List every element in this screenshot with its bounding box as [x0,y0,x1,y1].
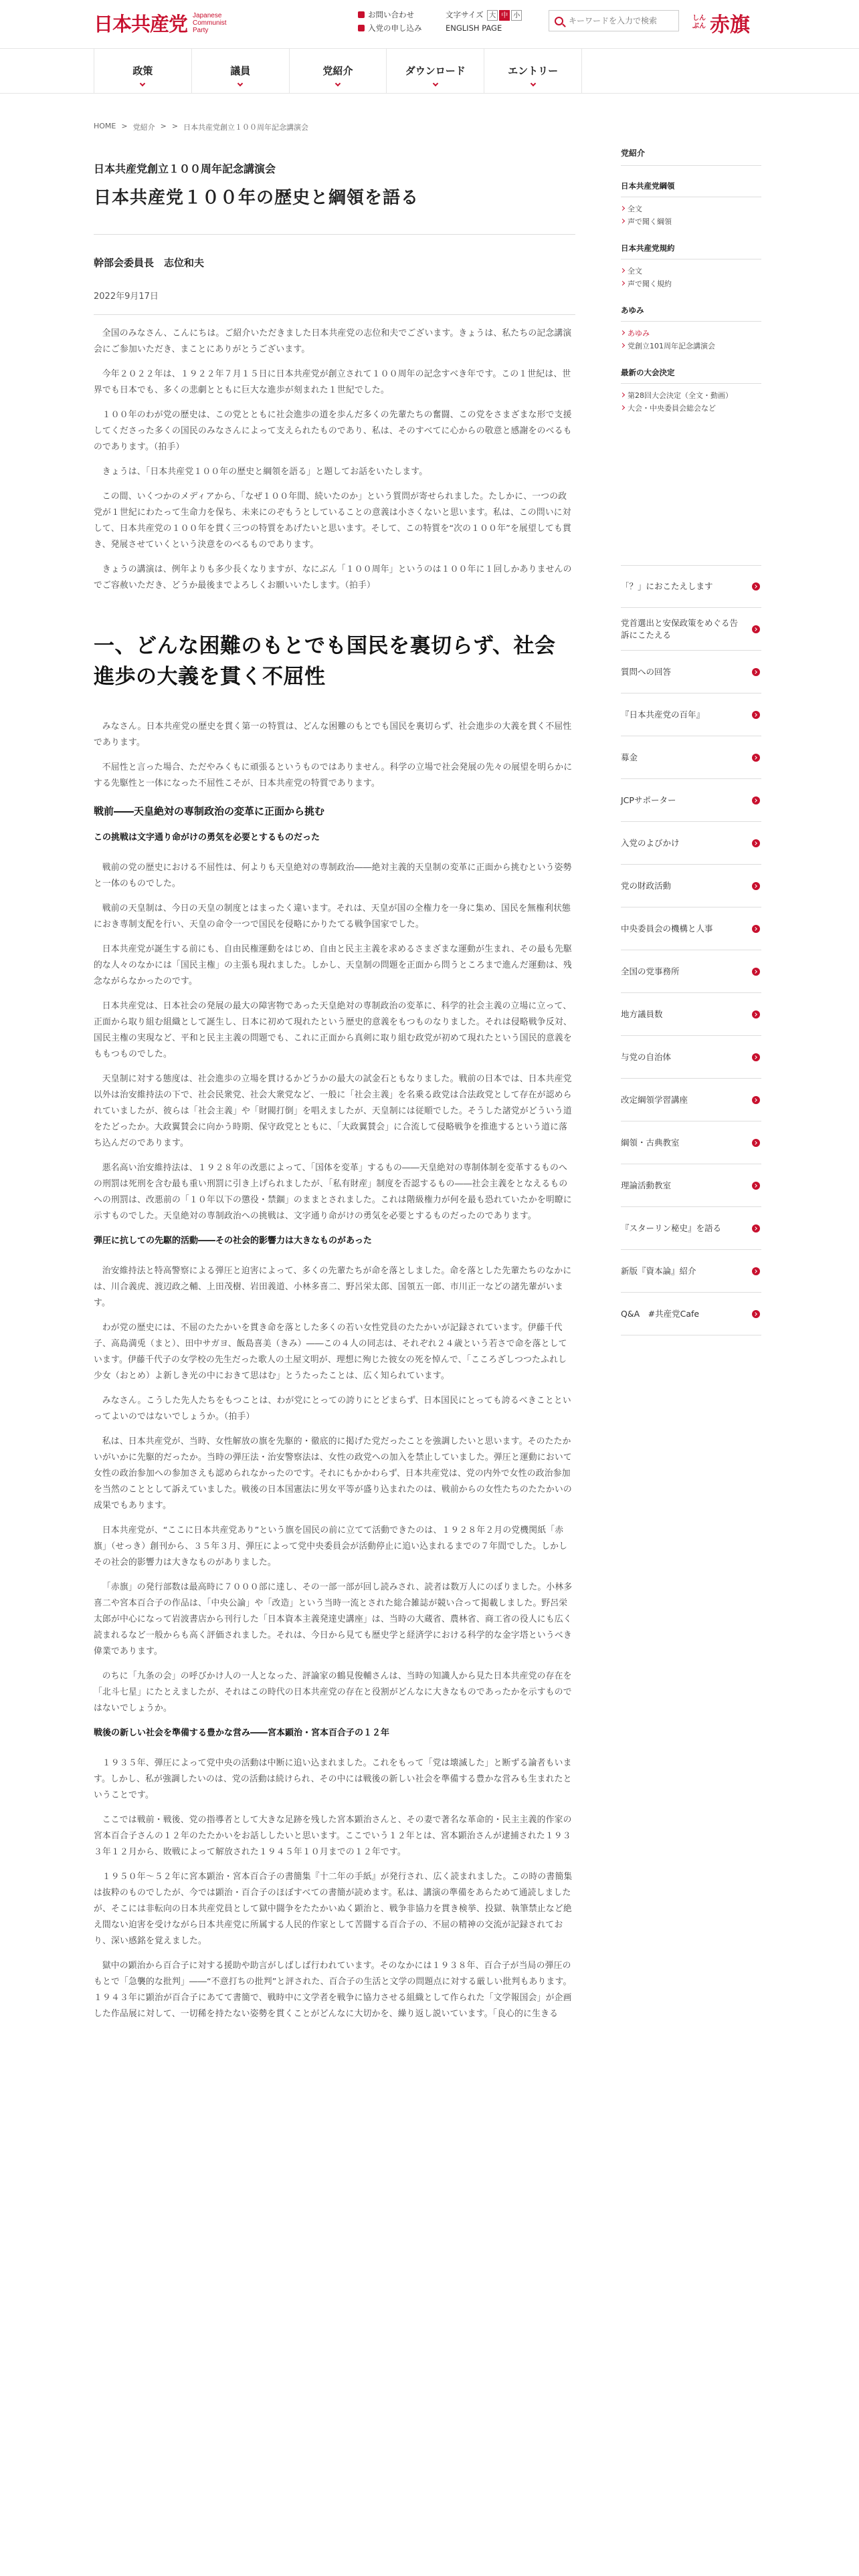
logo-english [193,12,227,34]
paragraph: 日本共産党が、“ここに日本共産党あり”という旗を国民の前に立てて活動できたのは、１９２８年２月の党機関紙「赤旗」（せっき）創刊から、３５年３月、弾圧によって党中央委員会が活動停止に追い込まれるまでの７年間でした。しかしその社会的影響力は大きなものがありました。 [94,1525,568,1568]
font-size-small[interactable]: 小 [511,10,522,21]
arrow-circle-icon [752,968,760,976]
global-nav [0,48,859,94]
chevron-down-icon [433,81,438,86]
sidebar-sub-link[interactable]: あゆみ [621,327,761,340]
breadcrumb-about[interactable]: 党紹介 [132,123,155,132]
nav-about[interactable] [289,49,387,93]
sidebar-heading: 党紹介 [621,140,761,166]
sidebar-link[interactable] [621,1121,761,1164]
sidebar-link[interactable] [621,1293,761,1335]
paragraph: 戦前の党の歴史における不屈性は、何よりも天皇絶対の専制政治――絶対主義的天皇制の変革に正面から挑むという姿勢と一体のものでした。 [94,863,572,889]
sidebar-group-title[interactable]: あゆみ [621,305,761,322]
logo-en-line: Communist [193,19,227,27]
sub-heading: 戦後の新しい社会を準備する豊かな営み――宮本顕治・宮本百合子の１２年 [94,1728,390,1738]
nav-policy[interactable] [94,49,191,93]
paragraph: 天皇制に対する態度は、社会進歩の立場を貫けるかどうかの最大の試金石ともなりました。戦前の日本では、日本共産党以外は治安維持法の下で、社会民衆党、社会大衆党など、一般に「社会主義」を名乗る政党は合法政党として存在が認められていましたが、彼らは「社会主義」や「財閥打倒」を唱えましたが、天皇制には従順でした。そうした諸党がどういう道をたどったか。大政翼賛会に向かう時期、保守政党とともに、「大政翼賛会」に合流して侵略戦争を推進するという道に落ち込んだのであります。 [94,1074,572,1148]
nav-label: ダウンロード [405,65,466,77]
sidebar [621,140,761,415]
sidebar-group-title[interactable]: 日本共産党綱領 [621,181,761,197]
font-size-large[interactable]: 大 [487,10,498,21]
arrow-circle-icon [752,925,760,933]
logo-en-line: Japanese [193,12,222,19]
paragraph: 悪名高い治安維持法は、１９２８年の改悪によって、「国体を変革」するもの――天皇絶対の専制体制を変革するものへの刑罰は死刑を含む最も重い刑罰に引き上げられましたが、「私有財産」制度を否認するもの――社会主義をとなえるものへの刑罰は、改悪前の「１０年以下の懲役・禁錮」のままとされました。これは階級権力が何を最も恐れていたかを明瞭に示すものでした。天皇絶対の専制政治への挑戦は、文字通り命がけの勇気を必要とするものだったのであります。 [94,1163,572,1221]
article-subtitle: 日本共産党創立１００周年記念講演会 [94,163,276,175]
sidebar-sub-link[interactable]: 第28回大会決定（全文・動画） [621,389,761,402]
sidebar-link-label: 全国の党事務所 [621,966,680,976]
sidebar-group [621,243,761,290]
sidebar-link-label: 党首選出と安保政策をめぐる告訴にこたえる [621,617,739,640]
search-box [549,10,679,31]
sidebar-sub-link[interactable]: 大会・中央委員会総会など [621,402,761,415]
font-size-control [446,8,522,35]
nav-label: エントリー [508,65,559,77]
header-links [358,8,422,35]
sidebar-link-label: 『日本共産党の百年』 [621,709,705,720]
join-label: 入党の申し込み [368,23,422,33]
sidebar-link[interactable] [621,651,761,693]
paragraph: 治安維持法と特高警察による弾圧と迫害によって、多くの先輩たちが命を落としました。命を落とした先輩たちのなかには、川合義虎、渡辺政之輔、上田茂樹、岩田義道、小林多喜二、野呂栄太郎、国領五一郎、市川正一などの諸先輩がいます。 [94,1266,572,1308]
arrow-circle-icon [752,1139,760,1147]
arrow-circle-icon [752,754,760,762]
sidebar-sub-link[interactable]: 声で聞く規約 [621,278,761,290]
sidebar-link[interactable] [621,1036,761,1079]
sidebar-link-label: 改定綱領学習講座 [621,1094,688,1105]
sidebar-group-title[interactable]: 日本共産党規約 [621,243,761,259]
arrow-circle-icon [752,796,760,804]
sidebar-group [621,367,761,415]
sidebar-link[interactable] [621,907,761,950]
arrow-circle-icon [752,1053,760,1061]
paragraph: 不屈性と言った場合、ただやみくもに頑張るというものではありません。科学の立場で社会発展の先々の展望を明らかにする先駆性と一体になった不屈性こそが、日本共産党の特質であります。 [94,762,573,788]
site-header [0,0,859,48]
sidebar-link[interactable] [621,993,761,1036]
arrow-circle-icon [752,1182,760,1190]
paragraph: 私は、日本共産党が、当時、女性解放の旗を先駆的・徹底的に掲げた党だったことを強調したいと思います。そのたたかいがいかに先駆的だったか。当時の弾圧法・治安警察法は、女性の政党への加入を禁止していました。弾圧と運動において女性の政治参加への参加さえも認められなかったのです。それにもかかわらず、日本共産党は、党の内外で女性の政治参加を当然のこととして訴えていました。戦後の日本国憲法に男女平等が盛り込まれたのは、戦前からの女性たちのたたかいの成果でもあります。 [94,1436,572,1511]
paragraph: みなさん。日本共産党の歴史を貫く第一の特質は、どんな困難のもとでも国民を裏切らず、社会進歩の大義を貫く不屈性であります。 [94,722,572,748]
paragraph: １９３５年、弾圧によって党中央の活動は中断に追い込まれました。これをもって「党は壊滅した」と断ずる論者もいます。しかし、私が強調したいのは、党の活動は続けられ、その中には戦後の新しい社会を準備する豊かな営みも生まれたということです。 [94,1758,572,1800]
article-date: 2022年9月17日 [94,292,159,302]
contact-link[interactable] [358,8,422,21]
search-input[interactable] [569,16,676,25]
divider [94,234,575,235]
arrow-circle-icon [752,582,760,591]
sidebar-group [621,305,761,352]
font-size-medium[interactable]: 中 [499,10,510,21]
paragraph: １００年のわが党の歴史は、この党とともに社会進歩の道を歩んだ多くの先輩たちの奮闘、この党をさまざまな形で支援してくださった多くの国民のみなさんによって支えられたものであり、私は、そのすべてに心からの敬意と感謝をのべるものであります。（拍手） [94,410,572,452]
divider [94,314,575,315]
font-size-label: 文字サイズ [446,10,484,19]
sidebar-link[interactable] [621,565,761,608]
nav-entry[interactable] [484,49,582,93]
article-body [94,326,575,2031]
sidebar-link-label: 中央委員会の機構と人事 [621,923,713,934]
sidebar-link-label: 『スターリン秘史』を語る [621,1222,722,1233]
sidebar-link-label: 質問への回答 [621,666,672,677]
nav-label: 党紹介 [322,65,353,77]
sidebar-link-label: 「？」におこたえします [621,581,713,591]
join-link[interactable] [358,21,422,35]
sidebar-link[interactable] [621,1250,761,1293]
paragraph: １９５０年～５２年に宮本顕治・宮本百合子の書簡集『十二年の手紙』が発行され、広く読まれました。この時の書簡集は抜粋のものでしたが、今では顕治・百合子のほぼすべての書簡が読めます。私は、講演の準備をあらためて通読しましたが、そこには非転向の日本共産党員として獄中闘争をたたかいぬく顕治と、戦争非協力を貫き検挙、投獄、執筆禁止など絶え間ない迫害を受けながら日本共産党に所属する人民的作家として苦闘する百合子の、不屈の精神の交流が記録されており、深い感銘を覚えました。 [94,1872,573,1946]
nav-download[interactable] [386,49,484,93]
search-icon[interactable] [555,17,563,25]
site-logo[interactable] [94,9,227,37]
sidebar-link[interactable] [621,1207,761,1250]
paragraph: 日本共産党は、日本社会の発展の最大の障害物であった天皇絶対の専制政治の変革に、科学的社会主義の立場に立って、正面から取り組む組織として誕生し、日本に初めて現れたという歴史的意義をもつものなりました。それは侵略戦争反対、国民主権の実現など、平和と民主主義の問題でも、これに正面から真剣に取り組む政党が初めて現れたという国民的意義をももつものでした。 [94,1001,572,1059]
arrow-circle-icon [752,625,760,633]
sidebar-link-label: 理論活動教室 [621,1180,672,1190]
paragraph: 日本共産党が誕生する前にも、自由民権運動をはじめ、自由と民主主義を求めるさまざまな運動が生まれ、その最も先駆的な人々のなかには「国民主権」の主張も現れました。しかし、天皇制の問題を正面から問うところまで進んだ運動は、残念ながらなかったのです。 [94,944,572,986]
sidebar-link-list [621,565,761,1335]
breadcrumb-separator: > [160,122,167,130]
article-author: 幹部会委員長 志位和夫 [94,257,205,269]
sidebar-link[interactable] [621,1079,761,1121]
akahata-small: しんぶん [692,15,706,30]
sidebar-link[interactable] [621,865,761,907]
arrow-circle-icon [752,1010,760,1018]
mail-icon [358,11,365,18]
sidebar-link[interactable] [621,950,761,993]
sidebar-link-label: 地方議員数 [621,1008,663,1019]
arrow-circle-icon [752,1267,760,1275]
section-heading: 一、どんな困難のもとでも国民を裏切らず、社会進歩の大義を貫く不屈性 [94,634,556,689]
breadcrumb-separator: > [171,122,179,130]
sidebar-sub-link[interactable]: 党創立101周年記念講演会 [621,340,761,352]
arrow-circle-icon [752,882,760,890]
paragraph: ここでは戦前・戦後、党の指導者として大きな足跡を残した宮本顕治さんと、その妻で著名な革命的・民主主義的作家の宮本百合子さんの１２年のたたかいをお話ししたいと思います。ここでいう１２年とは、宮本顕治さんが逮捕された１９３３年１２月から、敗戦によって解放された１９４５年１０月までの１２年です。 [94,1815,572,1857]
paragraph: のちに「九条の会」の呼びかけ人の一人となった、評論家の鶴見俊輔さんは、当時の知識人から見た日本共産党の存在を「北斗七星」にたとえましたが、それはこの時代の日本共産党の存在と役割がどんなに大きなものであったかを示すものではないでしょうか。 [94,1671,572,1713]
sidebar-group-title[interactable]: 最新の大会決定 [621,367,761,384]
chevron-down-icon [335,81,341,86]
breadcrumb-home[interactable]: HOME [94,122,116,130]
person-icon [358,25,365,31]
paragraph: きょうは、「日本共産党１００年の歴史と綱領を語る」と題してお話をいたします。 [102,467,428,477]
sidebar-link-label: 党の財政活動 [621,880,672,891]
sidebar-link-label: JCPサポーター [621,794,676,805]
paragraph: 「赤旗」の発行部数は最高時に７０００部に達し、その一部一部が回し読みされ、読者は数万人にのぼりました。小林多喜二や宮本百合子の作品は、「中央公論」や「改造」という当時一流とされた総合雑誌が競い合って掲載しました。野呂栄太郎が中心になって岩波書店から刊行した「日本資本主義発達史講座」は、当時の大蔵省、農林省、商工省の役人にも広く読まれるなど一般からも高く評価されました。それは、今日から見ても歴史学と経済学における科学的な金字塔というべき偉業であります。 [94,1582,573,1656]
arrow-circle-icon [752,839,760,847]
arrow-circle-icon [752,668,760,676]
paragraph: 戦前の天皇制は、今日の天皇の制度とはまったく違います。それは、天皇が国の全権力を一身に集め、国民を無権利状態におき専制支配を行い、天皇の命令一つで国民を侵略にかりたてる戦争国家でした。 [94,903,571,930]
sidebar-link-label: 与党の自治体 [621,1051,672,1062]
sidebar-link[interactable] [621,736,761,779]
nav-label: 政策 [132,65,153,77]
chevron-down-icon [530,81,535,86]
sub-heading: この挑戦は文字通り命がけの勇気を必要とするものだった [94,833,320,843]
akahata-link[interactable] [692,8,750,37]
breadcrumb [94,122,308,132]
nav-members[interactable] [191,49,289,93]
logo-en-line: Party [193,27,209,34]
sidebar-link[interactable] [621,779,761,822]
sidebar-sub-link[interactable]: 全文 [621,265,761,278]
logo-text: 日本共産党 [94,13,188,35]
arrow-circle-icon [752,1310,760,1318]
sidebar-link-label: 新版『資本論』紹介 [621,1265,696,1276]
arrow-circle-icon [752,1224,760,1232]
sidebar-group [621,181,761,228]
english-page-link[interactable]: ENGLISH PAGE [446,23,502,33]
nav-label: 議員 [230,65,251,77]
sub-heading: 弾圧に抗しての先駆的活動――その社会的影響力は大きなものがあった [94,1236,372,1246]
sub-heading: 戦前――天皇絶対の専制政治の変革に正面から挑む [94,805,325,817]
breadcrumb-current: 日本共産党創立１００周年記念講演会 [183,123,309,132]
akahata-large: 赤旗 [710,13,750,37]
contact-label: お問い合わせ [368,10,414,19]
paragraph: 全国のみなさん、こんにちは。ご紹介いただきました日本共産党の志位和夫でございます。きょうは、私たちの記念講演会にご参加いただき、まことにありがとうございます。 [94,328,572,354]
sidebar-link[interactable] [621,693,761,736]
paragraph: きょうの講演は、例年よりも多少長くなりますが、なにぶん「１００周年」というのは１００年に１回しかありませんのでご容赦いただき、どうか最後までよろしくお願いいたします。（拍手） [94,564,572,591]
arrow-circle-icon [752,1096,760,1104]
sidebar-link-label: 募金 [621,752,638,762]
sidebar-link-label: Q&A #共産党Cafe [621,1308,700,1319]
sidebar-link[interactable] [621,608,761,651]
sidebar-link-label: 入党のよびかけ [621,837,680,848]
chevron-down-icon [140,81,145,86]
sidebar-link-label: 綱領・古典教室 [621,1137,680,1148]
sidebar-link[interactable] [621,822,761,865]
paragraph: 獄中の顕治から百合子に対する援助や助言がしばしば行われています。そのなかには１９３８年、百合子が当局の弾圧のもとで「急襲的な批判」――“不意打ちの批判”と評された、百合子の生活と文学の問題点に対する厳しい批判もあります。１９４３年に顕治が百合子にあてて書簡で、戦時中に文学者を戦争に協力させる組織として作られた「文学報国会」が企画した作品展に対して、一切稀を持たない姿勢を貫くことがどんなに大切かを、繰り返し説いています。「良心的に生きる [94,1961,572,2019]
sidebar-link[interactable] [621,1164,761,1207]
sidebar-sub-link[interactable]: 全文 [621,203,761,215]
arrow-circle-icon [752,711,760,719]
paragraph: この間、いくつかのメディアから、「なぜ１００年間、続いたのか」という質問が寄せられました。たしかに、一つの政党が１世紀にわたって生命力を保ち、未来にのぞもうとしていることの意義は小さくないと思います。私は、この問いに対して、日本共産党の１００年を貫く三つの特質をあげたいと思います。そして、この特質を“次の１００年”を展望しても貫き、発展させていくという決意をのべるものであります。 [94,492,571,550]
paragraph: みなさん。こうした先人たちをもつことは、わが党にとっての誇りにとどまらず、日本国民にとっても誇るべきことといってよいのではないでしょうか。（拍手） [94,1396,571,1422]
paragraph: わが党の歴史には、不屈のたたかいを貫き命を落とした多くの若い女性党員のたたかいが記録されています。伊藤千代子、高島満兎（まと）、田中サガヨ、飯島喜美（きみ）――この４人の同志は、それぞれ２４歳という若さで命を落としています。伊藤千代子の女学校の先生だった歌人の土屋文明が、理想に殉じた彼女の死を悼んで、「こころざしつつたふれし少女（おとめ）よ新しき光の中におきて思はむ」とうたったことは、広く知られています。 [94,1323,567,1381]
breadcrumb-separator: > [121,122,128,130]
page-title: 日本共産党１００年の歴史と綱領を語る [94,188,419,208]
sidebar-sub-link[interactable]: 声で聞く綱領 [621,215,761,228]
chevron-down-icon [237,81,243,86]
paragraph: 今年２０２２年は、１９２２年７月１５日に日本共産党が創立されて１００周年の記念すべき年です。この１世紀は、世界でも日本でも、多くの悲劇とともに巨大な進歩が刻まれた１世紀でした。 [94,369,571,395]
